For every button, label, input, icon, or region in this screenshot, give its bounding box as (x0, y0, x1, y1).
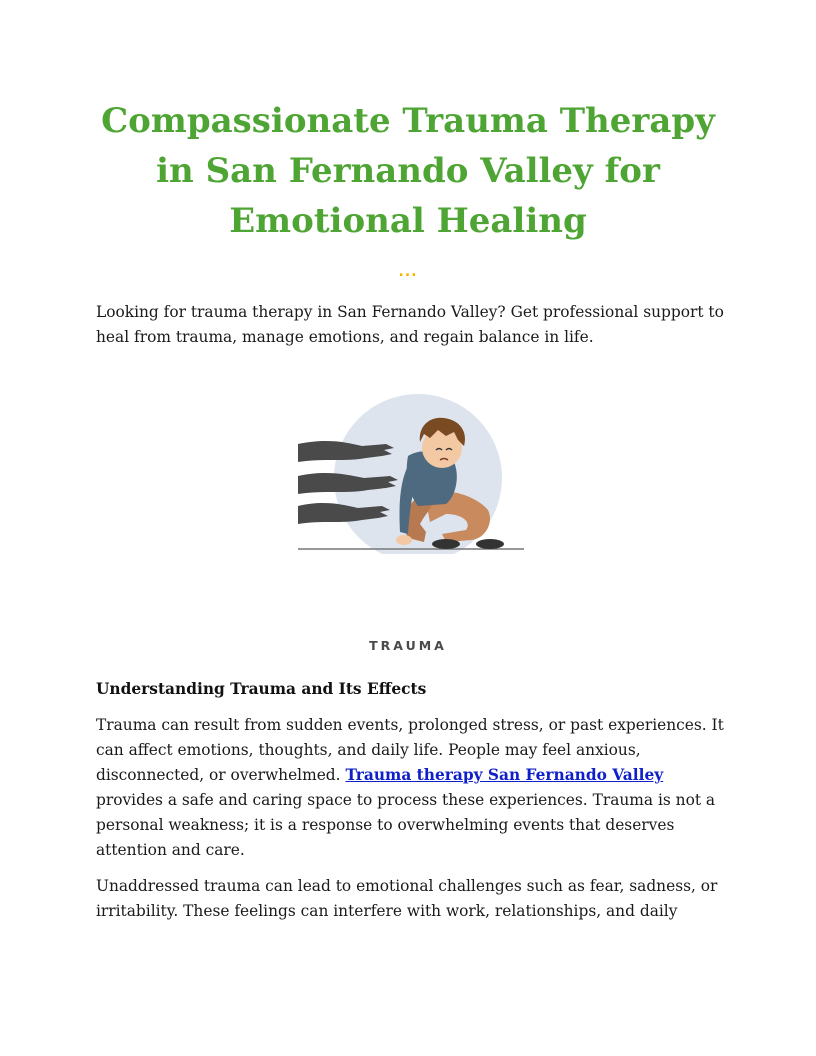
title-separator: ... (398, 264, 418, 280)
body-paragraph-2: Unaddressed trauma can lead to emotional challenges such as fear, sadness, or irritability. These feelings can interfere with work, relationships, and daily (96, 877, 718, 920)
image-caption: TRAUMA (369, 638, 447, 653)
page-title: Compassionate Trauma Therapy in San Fernando Valley for Emotional Healing (101, 101, 715, 241)
trauma-illustration (296, 392, 528, 554)
paragraph-1-text-end: provides a safe and caring space to process these experiences. Trauma is not a personal weakness; it is a response to overwhelming events that deserves attention and care. (96, 791, 716, 859)
paragraph-1-text-start: Trauma can result from sudden events, prolonged stress, or past experiences. It can affect emotions, thoughts, and daily life. People may feel anxious, disconnected, or overwhelmed. (96, 716, 724, 784)
trauma-therapy-link[interactable]: Trauma therapy San Fernando Valley (345, 766, 664, 784)
section-heading: Understanding Trauma and Its Effects (96, 680, 427, 698)
body-paragraph-1 (96, 713, 726, 863)
intro-paragraph: Looking for trauma therapy in San Fernando Valley? Get professional support to heal from trauma, manage emotions, and regain balance in life. (96, 303, 724, 346)
